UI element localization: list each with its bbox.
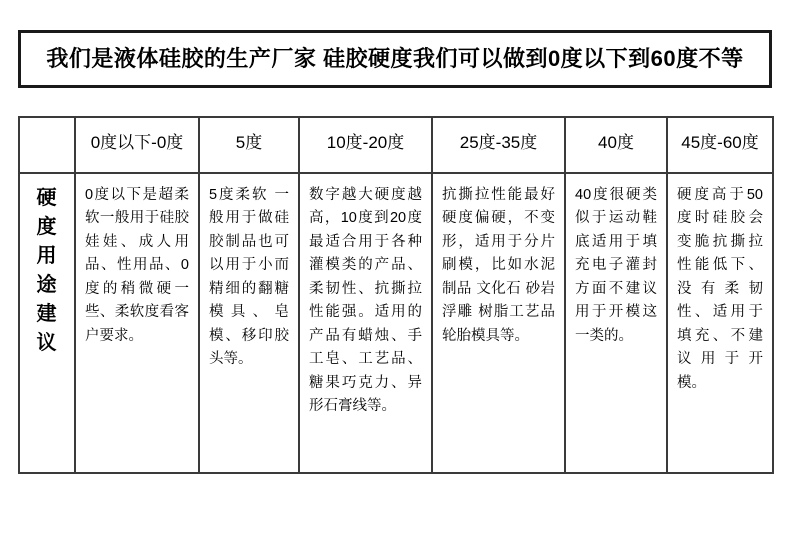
table-header-cell: 0度以下-0度 [75, 117, 199, 173]
table-cell: 抗撕拉性能最好 硬度偏硬，不变形，适用于分片刷模，比如水泥制品 文化石 砂岩 浮雕 树脂工艺品 轮胎模具等。 [432, 173, 565, 473]
table-cell: 40度很硬类似于运动鞋底适用于填充电子灌封方面不建议用于开模这一类的。 [565, 173, 667, 473]
table-body [19, 173, 773, 473]
table-header-cell: 25度-35度 [432, 117, 565, 173]
table-header-row [19, 117, 773, 173]
table-header-cell: 40度 [565, 117, 667, 173]
table-row [19, 173, 773, 473]
hardness-usage-table [18, 116, 774, 474]
table-header-cell: 45度-60度 [667, 117, 773, 173]
title-banner [18, 30, 772, 88]
banner-title: 我们是液体硅胶的生产厂家 硅胶硬度我们可以做到0度以下到60度不等 [46, 45, 744, 71]
table-cell: 数字越大硬度越高，10度到20度最适合用于各种灌模类的产品、柔韧性、抗撕拉性能强。适用的产品有蜡烛、手工皂、工艺品、糖果巧克力、异形石膏线等。 [299, 173, 432, 473]
row-label: 硬度用途建议 [19, 173, 75, 473]
table-cell: 硬度高于50度时硅胶会变脆抗撕拉性能低下、没有柔韧性、适用于填充、不建议用于开模。 [667, 173, 773, 473]
table-cell: 0度以下是超柔软一般用于硅胶娃娃、成人用品、性用品、0度的稍微硬一些、柔软度看客户要求。 [75, 173, 199, 473]
table-header [19, 117, 773, 173]
table-header-cell: 10度-20度 [299, 117, 432, 173]
header-corner-blank [19, 117, 75, 173]
table-cell: 5度柔软 一般用于做硅胶制品也可以用于小而精细的翻糖模具、皂模、移印胶头等。 [199, 173, 299, 473]
table-header-cell: 5度 [199, 117, 299, 173]
